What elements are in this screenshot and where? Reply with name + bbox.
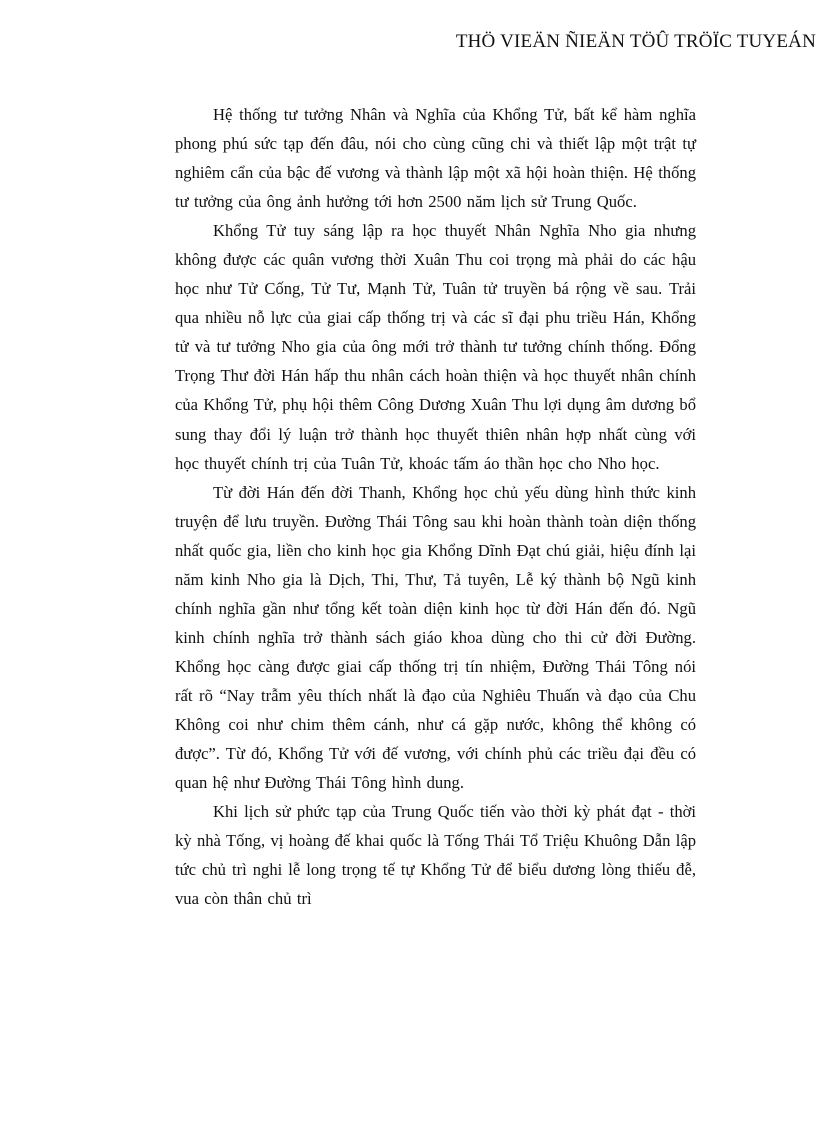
paragraph-1: Hệ thống tư tưởng Nhân và Nghĩa của Khổng Tử, bất kể hàm nghĩa phong phú sức tạp đến đâu, nói cho cùng cũng chi và thiết lập một trật tự nghiêm cẩn của bậc đế vương và thành lập một xã hội hoàn thiện. Hệ thống tư tưởng của ông ảnh hưởng tới hơn 2500 năm lịch sử Trung Quốc. — [175, 105, 696, 212]
paragraph-2: Khổng Tử tuy sáng lập ra học thuyết Nhân Nghĩa Nho gia nhưng không được các quân vương thời Xuân Thu coi trọng mà phải do các hậu học như Tử Cống, Tử Tư, Mạnh Tử, Tuân tử truyền bá rộng về sau. Trải qua nhiều nỗ lực của giai cấp thống trị và các sĩ đại phu triều Hán, Khổng tử và tư tưởng Nho gia của ông mới trở thành tư tưởng chính thống. Đổng Trọng Thư đời Hán hấp thu nhân cách hoàn thiện và học thuyết nhân chính của Khổng Tử, phụ hội thêm Công Dương Xuân Thu lợi dụng âm dương bổ sung thay đổi lý luận trở thành học thuyết thiên nhân hợp nhất cùng với học thuyết chính trị của Tuân Tử, khoác tấm áo thần học cho Nho học. — [175, 221, 696, 473]
running-header-title: THÖ VIEÄN ÑIEÄN TÖÛ TRÖÏC TUYEÁN — [455, 31, 816, 52]
body-text — [175, 100, 696, 913]
paragraph-4: Khi lịch sử phức tạp của Trung Quốc tiến vào thời kỳ phát đạt - thời kỳ nhà Tống, vị hoàng đế khai quốc là Tống Thái Tổ Triệu Khuông Dẫn lập tức chủ trì nghi lễ long trọng tế tự Khổng Tử để biểu dương lòng thiếu đễ, vua còn thân chủ trì — [175, 802, 696, 909]
paragraph-3: Từ đời Hán đến đời Thanh, Khổng học chủ yếu dùng hình thức kinh truyện để lưu truyền. Đường Thái Tông sau khi hoàn thành toàn diện thống nhất quốc gia, liền cho kinh học gia Khổng Dĩnh Đạt chú giải, hiệu đính lại năm kinh Nho gia là Dịch, Thi, Thư, Tả tuyên, Lễ ký thành bộ Ngũ kinh chính nghĩa gần như tổng kết toàn diện kinh học từ đời Hán đến đó. Ngũ kinh chính nghĩa trở thành sách giáo khoa dùng cho thi cử đời Đường. Khổng học càng được giai cấp thống trị tín nhiệm, Đường Thái Tông nói rất rõ “Nay trẫm yêu thích nhất là đạo của Nghiêu Thuấn và đạo của Chu Không coi như chim thêm cánh, như cá gặp nước, không thể không có được”. Từ đó, Khổng Tử với đế vương, với chính phủ các triều đại đều có quan hệ như Đường Thái Tông hình dung. — [175, 482, 696, 793]
